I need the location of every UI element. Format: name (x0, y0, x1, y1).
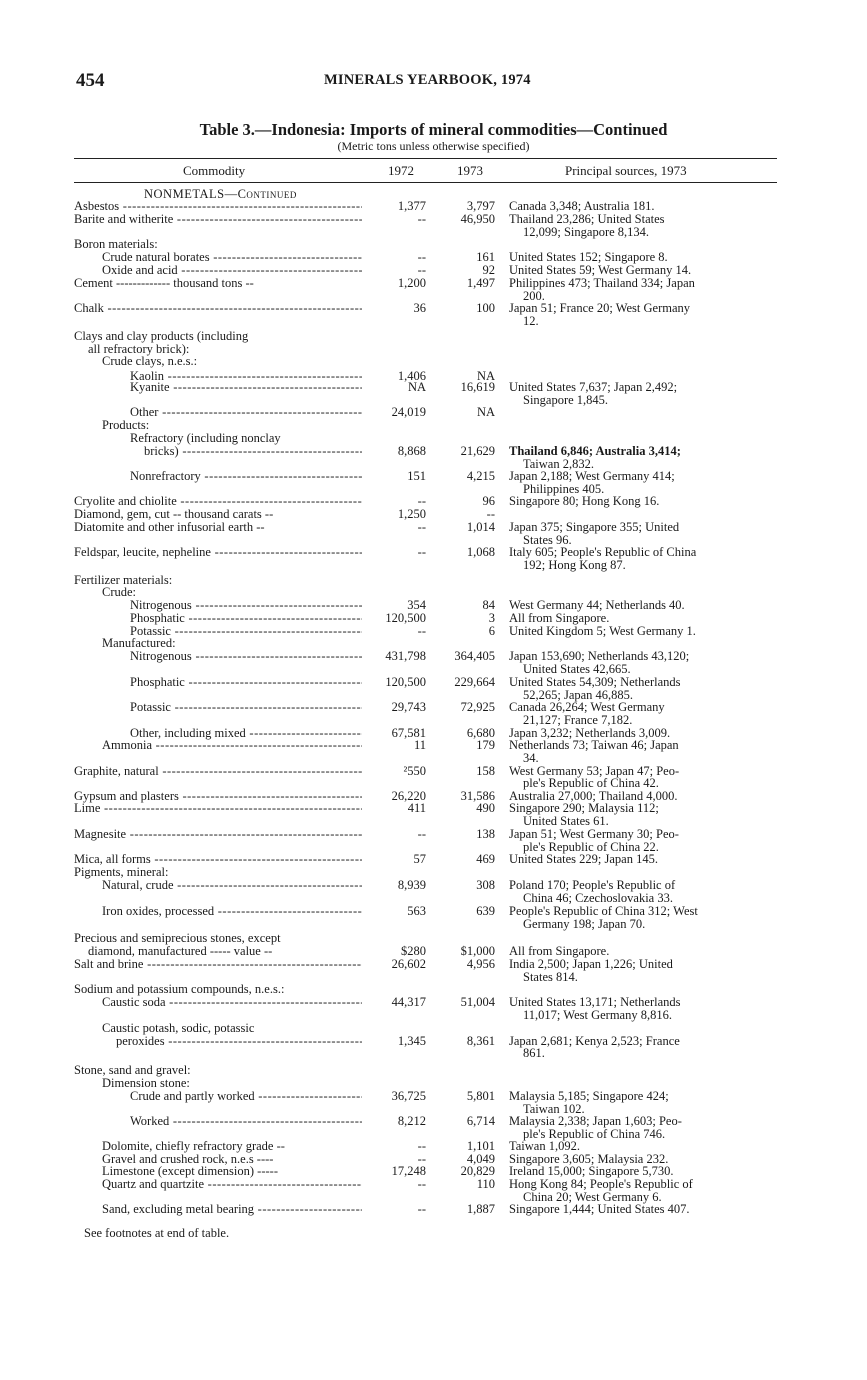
value-1972-cell: 8,868 (397, 444, 426, 458)
value-1972-cell: 24,019 (391, 405, 426, 419)
commodity-cell: Precious and semiprecious stones, except (74, 931, 281, 945)
sources-cell: Singapore 3,605; Malaysia 232. (509, 1152, 669, 1166)
table-row (0, 238, 867, 251)
value-1973-cell: 31,586 (460, 789, 495, 803)
value-1973-cell: 92 (482, 263, 495, 277)
commodity-cell: Oxide and acid ----- (102, 264, 362, 277)
value-1972-cell: -- (417, 545, 426, 559)
commodity-cell: Mica, all forms ----- (74, 853, 362, 866)
value-1973-cell: 16,619 (460, 380, 495, 394)
value-1972-cell: $280 (401, 944, 426, 958)
running-head: MINERALS YEARBOOK, 1974 (324, 72, 531, 88)
sources-cell: 21,127; France 7,182. (523, 713, 633, 727)
sources-cell: Philippines 405. (523, 482, 605, 496)
commodity-cell: Quartz and quartzite ----- (102, 1178, 362, 1191)
value-1973-cell: $1,000 (460, 944, 495, 958)
table-row (0, 802, 867, 815)
commodity-cell: Nitrogenous ----- (130, 599, 362, 612)
table-row (0, 1077, 867, 1090)
sources-cell: United States 229; Japan 145. (509, 852, 658, 866)
sources-cell: United States 59; West Germany 14. (509, 263, 692, 277)
table-row (0, 676, 867, 689)
table-row (0, 355, 867, 368)
value-1972-cell: 120,500 (385, 675, 426, 689)
sources-cell: United States 13,171; Netherlands (509, 995, 681, 1009)
commodity-cell: Refractory (including nonclay (130, 431, 281, 445)
value-1973-cell: 46,950 (460, 212, 495, 226)
table-row (0, 1203, 867, 1216)
value-1972-cell: -- (417, 827, 426, 841)
sources-cell: Ireland 15,000; Singapore 5,730. (509, 1164, 674, 1178)
table-row (0, 637, 867, 650)
commodity-cell: Barite and witherite ----- (74, 213, 362, 226)
sources-cell: States 814. (523, 970, 578, 984)
table-row (0, 996, 867, 1009)
value-1973-cell: 100 (476, 301, 495, 315)
commodity-cell: Stone, sand and gravel: (74, 1063, 191, 1077)
commodity-cell: Nitrogenous ----- (130, 650, 362, 663)
value-1973-cell: 6,714 (466, 1114, 495, 1128)
sources-cell: People's Republic of China 312; West (509, 904, 698, 918)
value-1972-cell: 563 (407, 904, 426, 918)
value-1973-cell: 6 (488, 624, 495, 638)
table-row (0, 739, 867, 752)
sources-cell: 12,099; Singapore 8,134. (523, 225, 650, 239)
commodity-cell: Salt and brine ----- (74, 958, 362, 971)
value-1973-cell: 72,925 (460, 700, 495, 714)
value-1973-cell: 4,956 (466, 957, 495, 971)
commodity-cell: Crude: (102, 585, 137, 599)
commodity-cell: Caustic soda ----- (102, 996, 362, 1009)
sources-cell: Taiwan 2,832. (523, 457, 594, 471)
table-row (0, 445, 867, 458)
table-row (0, 1022, 867, 1035)
sources-cell: United States 54,309; Netherlands (509, 675, 681, 689)
column-header-sources: Principal sources, 1973 (565, 163, 687, 178)
sources-cell: 192; Hong Kong 87. (523, 558, 626, 572)
table-row (0, 958, 867, 971)
sources-cell: 11,017; West Germany 8,816. (523, 1008, 672, 1022)
value-1973-cell: 3,797 (466, 199, 495, 213)
value-1973-cell: 51,004 (460, 995, 495, 1009)
sources-cell: United States 152; Singapore 8. (509, 250, 668, 264)
value-1972-cell: 1,345 (397, 1034, 426, 1048)
sources-cell: Netherlands 73; Taiwan 46; Japan (509, 738, 679, 752)
table-row (0, 612, 867, 625)
sources-cell: ple's Republic of China 22. (523, 840, 659, 854)
commodity-cell: Natural, crude ----- (102, 879, 362, 892)
sources-cell: Poland 170; People's Republic of (509, 878, 676, 892)
value-1973-cell: NA (476, 369, 495, 383)
sources-cell: Malaysia 2,338; Japan 1,603; Peo- (509, 1114, 682, 1128)
commodity-cell: peroxides ----- (116, 1035, 362, 1048)
commodity-cell: Products: (102, 418, 150, 432)
commodity-cell: Crude natural borates ----- (102, 251, 362, 264)
value-1972-cell: 1,200 (397, 276, 426, 290)
value-1973-cell: 84 (482, 598, 495, 612)
sources-cell: United States 61. (523, 814, 609, 828)
table-row (0, 277, 867, 290)
value-1973-cell: 229,664 (454, 675, 495, 689)
table-row (0, 918, 867, 931)
sources-cell: Malaysia 5,185; Singapore 424; (509, 1089, 669, 1103)
value-1973-cell: 639 (476, 904, 495, 918)
table-row (0, 470, 867, 483)
commodity-cell: Sodium and potassium compounds, n.e.s.: (74, 982, 285, 996)
commodity-cell: Dimension stone: (102, 1076, 190, 1090)
sources-cell: Japan 3,232; Netherlands 3,009. (509, 726, 671, 740)
value-1972-cell: 8,212 (397, 1114, 426, 1128)
sources-cell: West Germany 44; Netherlands 40. (509, 598, 685, 612)
column-header-1972: 1972 (388, 163, 414, 178)
commodity-cell: Phosphatic ----- (130, 612, 362, 625)
value-1972-cell: 11 (413, 738, 426, 752)
table-row (0, 432, 867, 445)
table-row (0, 1165, 867, 1178)
table-row (0, 905, 867, 918)
value-1972-cell: -- (417, 1202, 426, 1216)
value-1973-cell: 110 (476, 1177, 495, 1191)
table-row (0, 599, 867, 612)
commodity-cell: Other, including mixed ----- (130, 727, 362, 740)
commodity-cell: Asbestos ----- (74, 200, 362, 213)
commodity-cell: Pigments, mineral: (74, 865, 169, 879)
sources-cell: Taiwan 1,092. (509, 1139, 580, 1153)
sources-cell: Singapore 80; Hong Kong 16. (509, 494, 660, 508)
commodity-cell: bricks) ----- (144, 445, 362, 458)
value-1973-cell: 1,497 (466, 276, 495, 290)
commodity-cell: Magnesite ----- (74, 828, 362, 841)
value-1973-cell: 20,829 (460, 1164, 495, 1178)
table-row (0, 302, 867, 315)
value-1972-cell: 120,500 (385, 611, 426, 625)
page-number: 454 (76, 70, 105, 91)
value-1972-cell: 1,377 (397, 199, 426, 213)
value-1972-cell: 26,602 (391, 957, 426, 971)
sources-cell: Thailand 6,846; Australia 3,414; (509, 444, 681, 458)
table-row (0, 701, 867, 714)
commodity-cell: Caustic potash, sodic, potassic (102, 1021, 255, 1035)
commodity-cell: Potassic ----- (130, 701, 362, 714)
value-1972-cell: 26,220 (391, 789, 426, 803)
table-row (0, 945, 867, 958)
value-1972-cell: 354 (407, 598, 426, 612)
value-1973-cell: 1,014 (466, 520, 495, 534)
sources-cell: Singapore 1,444; United States 407. (509, 1202, 690, 1216)
commodity-cell: Crude clays, n.e.s.: (102, 354, 198, 368)
commodity-cell: Crude and partly worked ----- (130, 1090, 362, 1103)
commodity-cell: Other ----- (130, 406, 362, 419)
column-header-commodity: Commodity (183, 163, 246, 178)
value-1972-cell: 36 (413, 301, 426, 315)
sources-cell: Japan 51; France 20; West Germany (509, 301, 691, 315)
value-1972-cell: ²550 (403, 764, 426, 778)
table-row (0, 828, 867, 841)
table-row (0, 1047, 867, 1060)
value-1972-cell: NA (407, 380, 426, 394)
commodity-cell: all refractory brick): (88, 342, 190, 356)
commodity-cell: Fertilizer materials: (74, 573, 173, 587)
sources-cell: States 96. (523, 533, 572, 547)
value-1972-cell: 44,317 (391, 995, 426, 1009)
value-1972-cell: 57 (413, 852, 426, 866)
sources-cell: Japan 375; Singapore 355; United (509, 520, 680, 534)
value-1973-cell: 4,049 (466, 1152, 495, 1166)
table-row (0, 521, 867, 534)
table-row (0, 879, 867, 892)
commodity-cell: Lime ----- (74, 802, 362, 815)
value-1972-cell: -- (417, 624, 426, 638)
value-1973-cell: 21,629 (460, 444, 495, 458)
commodity-cell: diamond, manufactured ----- value -- (88, 944, 273, 958)
section-heading: NONMETALS—Continued (144, 187, 297, 201)
value-1973-cell: 161 (476, 250, 495, 264)
value-1972-cell: -- (417, 1152, 426, 1166)
sources-cell: Singapore 1,845. (523, 393, 609, 407)
sources-cell: China 46; Czechoslovakia 33. (523, 891, 673, 905)
sources-cell: 52,265; Japan 46,885. (523, 688, 634, 702)
table-row (0, 1090, 867, 1103)
value-1972-cell: 29,743 (391, 700, 426, 714)
sources-cell: Germany 198; Japan 70. (523, 917, 646, 931)
value-1972-cell: 411 (407, 801, 426, 815)
value-1972-cell: 431,798 (385, 649, 426, 663)
commodity-cell: Sand, excluding metal bearing ----- (102, 1203, 362, 1216)
commodity-cell: Dolomite, chiefly refractory grade -- (102, 1139, 285, 1153)
sources-cell: Italy 605; People's Republic of China (509, 545, 697, 559)
commodity-cell: Chalk ----- (74, 302, 362, 315)
value-1973-cell: 138 (476, 827, 495, 841)
commodity-cell: Potassic ----- (130, 625, 362, 638)
commodity-cell: Iron oxides, processed ----- (102, 905, 362, 918)
table-row (0, 586, 867, 599)
value-1972-cell: -- (417, 520, 426, 534)
sources-cell: India 2,500; Japan 1,226; United (509, 957, 673, 971)
table-row (0, 815, 867, 828)
value-1972-cell: 67,581 (391, 726, 426, 740)
value-1973-cell: 3 (488, 611, 495, 625)
value-1972-cell: -- (417, 1139, 426, 1153)
commodity-cell: Kaolin ----- (130, 370, 362, 383)
value-1972-cell: 36,725 (391, 1089, 426, 1103)
sources-cell: ple's Republic of China 42. (523, 776, 659, 790)
sources-cell: Philippines 473; Thailand 334; Japan (509, 276, 695, 290)
commodity-cell: Graphite, natural ----- (74, 765, 362, 778)
value-1972-cell: 151 (407, 469, 426, 483)
commodity-cell: Manufactured: (102, 636, 176, 650)
commodity-cell: Kyanite ----- (130, 381, 362, 394)
table-title: Table 3.—Indonesia: Imports of mineral commodities—Continued (199, 120, 668, 139)
sources-cell: Hong Kong 84; People's Republic of (509, 1177, 693, 1191)
value-1973-cell: 1,101 (466, 1139, 495, 1153)
value-1972-cell: -- (417, 494, 426, 508)
commodity-cell: Feldspar, leucite, nepheline ----- (74, 546, 362, 559)
value-1972-cell: -- (417, 250, 426, 264)
value-1973-cell: 1,068 (466, 545, 495, 559)
table-row (0, 381, 867, 394)
value-1973-cell: 308 (476, 878, 495, 892)
commodity-cell: Cryolite and chiolite ----- (74, 495, 362, 508)
table-row (0, 1115, 867, 1128)
sources-cell: Canada 3,348; Australia 181. (509, 199, 655, 213)
table-subtitle: (Metric tons unless otherwise specified) (337, 139, 530, 153)
sources-cell: West Germany 53; Japan 47; Peo- (509, 764, 680, 778)
sources-cell: 200. (523, 289, 545, 303)
sources-cell: United States 7,637; Japan 2,492; (509, 380, 678, 394)
sources-cell: China 20; West Germany 6. (523, 1190, 662, 1204)
commodity-cell: Phosphatic ----- (130, 676, 362, 689)
column-header-1973: 1973 (457, 163, 483, 178)
value-1973-cell: 4,215 (466, 469, 495, 483)
commodity-cell: Gravel and crushed rock, n.e.s ---- (102, 1152, 274, 1166)
sources-cell: All from Singapore. (509, 611, 610, 625)
sources-cell: United States 42,665. (523, 662, 631, 676)
sources-cell: Canada 26,264; West Germany (509, 700, 665, 714)
value-1972-cell: -- (417, 212, 426, 226)
table-row (0, 315, 867, 328)
table-row (0, 650, 867, 663)
commodity-cell: Diamond, gem, cut -- thousand carats -- (74, 507, 274, 521)
footnote-text: See footnotes at end of table. (84, 1226, 230, 1240)
sources-cell: 34. (523, 751, 539, 765)
value-1973-cell: 179 (476, 738, 495, 752)
commodity-cell: Cement ------------- thousand tons -- (74, 276, 254, 290)
commodity-cell: Boron materials: (74, 237, 158, 251)
table-row (0, 714, 867, 727)
table-row (0, 200, 867, 213)
sources-cell: Taiwan 102. (523, 1102, 585, 1116)
value-1973-cell: 5,801 (466, 1089, 495, 1103)
sources-cell: All from Singapore. (509, 944, 610, 958)
commodity-cell: Gypsum and plasters ----- (74, 790, 362, 803)
value-1972-cell: 1,250 (397, 507, 426, 521)
value-1973-cell: 1,887 (466, 1202, 495, 1216)
value-1972-cell: -- (417, 263, 426, 277)
sources-cell: Thailand 23,286; United States (509, 212, 665, 226)
value-1973-cell: 96 (482, 494, 495, 508)
value-1972-cell: 1,406 (397, 369, 426, 383)
value-1973-cell: 469 (476, 852, 495, 866)
sources-cell: United Kingdom 5; West Germany 1. (509, 624, 696, 638)
value-1973-cell: -- (486, 507, 495, 521)
table-row (0, 1178, 867, 1191)
sources-cell: 12. (523, 314, 539, 328)
sources-cell: Australia 27,000; Thailand 4,000. (509, 789, 678, 803)
value-1973-cell: 364,405 (454, 649, 495, 663)
commodity-cell: Nonrefractory ----- (130, 470, 362, 483)
commodity-cell: Ammonia ----- (102, 739, 362, 752)
table-row (0, 663, 867, 676)
sources-cell: Japan 2,188; West Germany 414; (509, 469, 675, 483)
commodity-cell: Clays and clay products (including (74, 329, 249, 343)
sources-cell: Singapore 290; Malaysia 112; (509, 801, 659, 815)
commodity-cell: Limestone (except dimension) ----- (102, 1164, 278, 1178)
table-row (0, 866, 867, 879)
table-row (0, 251, 867, 264)
table-row (0, 752, 867, 765)
value-1973-cell: 158 (476, 764, 495, 778)
value-1973-cell: 6,680 (466, 726, 495, 740)
value-1973-cell: 8,361 (466, 1034, 495, 1048)
value-1973-cell: 490 (476, 801, 495, 815)
value-1973-cell: NA (476, 405, 495, 419)
table-row (0, 546, 867, 559)
value-1972-cell: 8,939 (397, 878, 426, 892)
table-row (0, 559, 867, 572)
sources-cell: ple's Republic of China 746. (523, 1127, 666, 1141)
commodity-cell: Diatomite and other infusorial earth -- (74, 520, 265, 534)
table-row (0, 983, 867, 996)
sources-cell: Japan 153,690; Netherlands 43,120; (509, 649, 690, 663)
sources-cell: Japan 51; West Germany 30; Peo- (509, 827, 679, 841)
value-1972-cell: -- (417, 1177, 426, 1191)
sources-cell: 861. (523, 1046, 545, 1060)
table-row (0, 777, 867, 790)
sources-cell: Japan 2,681; Kenya 2,523; France (509, 1034, 680, 1048)
table-row (0, 892, 867, 905)
table-row (0, 213, 867, 226)
value-1972-cell: 17,248 (391, 1164, 426, 1178)
commodity-cell: Worked ----- (130, 1115, 362, 1128)
